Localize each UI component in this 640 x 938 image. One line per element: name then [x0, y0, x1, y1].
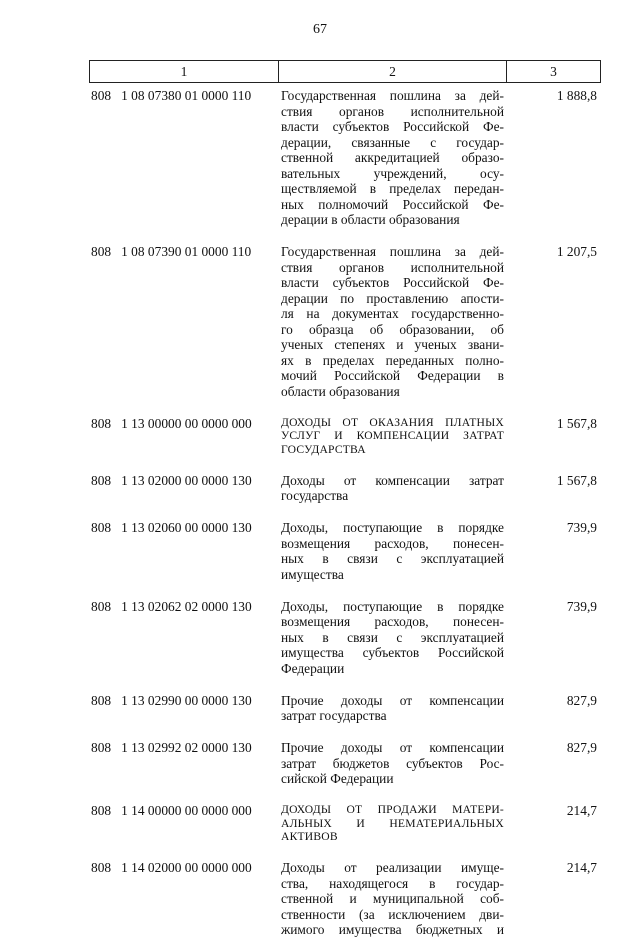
description-line: Доходы от реализации имуще-	[281, 860, 504, 875]
description-line: ствия органов исполнительной	[281, 103, 504, 119]
revenue-description	[281, 860, 504, 938]
description-line: имущества	[281, 566, 344, 582]
description-line: Государственная пошлина за дей-	[281, 244, 504, 259]
revenue-description	[281, 599, 504, 677]
classification-code: 1 08 07390 01 0000 110	[121, 244, 252, 259]
description-line: Федерации	[281, 660, 345, 676]
description-line: ях в пределах переданных полно-	[281, 352, 504, 368]
budget-code	[91, 473, 252, 489]
amount: 739,9	[566, 520, 597, 535]
admin-code: 808	[91, 803, 112, 818]
description-line: Прочие доходы от компенсации	[281, 692, 504, 708]
description-line: ствия органов исполнительной	[281, 259, 504, 275]
revenue-description	[281, 803, 504, 844]
description-line: Доходы, поступающие в порядке	[281, 520, 504, 535]
description-line: возмещения расходов, понесен-	[281, 535, 504, 551]
amount: 1 207,5	[556, 244, 597, 259]
revenue-description	[281, 740, 504, 787]
amount: 1 567,8	[556, 472, 597, 488]
classification-code: 1 13 02992 02 0000 130	[121, 740, 252, 755]
description-line: ДОХОДЫ ОТ ПРОДАЖИ МАТЕРИ-	[281, 803, 504, 816]
classification-code: 1 13 02990 00 0000 130	[121, 692, 252, 708]
classification-code: 1 13 02062 02 0000 130	[121, 598, 252, 614]
description-line: возмещения расходов, понесен-	[281, 614, 504, 629]
budget-code	[91, 520, 252, 536]
description-line: ственности (за исключением дви-	[281, 906, 504, 922]
description-line: ства, находящегося в государ-	[281, 875, 504, 891]
classification-code: 1 13 02060 00 0000 130	[121, 520, 252, 535]
revenue-description	[281, 473, 504, 504]
classification-code: 1 14 00000 00 0000 000	[121, 803, 252, 818]
classification-code: 1 14 02000 00 0000 000	[121, 860, 252, 875]
description-line: Доходы от компенсации затрат	[281, 472, 504, 488]
table-column-header	[89, 60, 601, 83]
description-line: ных в связи с эксплуатацией	[281, 629, 504, 645]
description-line: власти субъектов Российской Фе-	[281, 275, 504, 290]
revenue-description	[281, 520, 504, 582]
description-line: ля на документах государственно-	[281, 306, 504, 321]
admin-code: 808	[91, 692, 112, 708]
budget-code	[91, 88, 251, 104]
description-line: УСЛУГ И КОМПЕНСАЦИИ ЗАТРАТ	[281, 429, 504, 442]
classification-code: 1 13 00000 00 0000 000	[121, 415, 252, 431]
column-header-1: 1	[90, 61, 279, 82]
description-line: ДОХОДЫ ОТ ОКАЗАНИЯ ПЛАТНЫХ	[281, 415, 504, 429]
description-line: жимого имущества бюджетных и	[281, 922, 504, 937]
description-line: области образования	[281, 383, 400, 399]
description-line: ГОСУДАРСТВА	[281, 442, 366, 456]
budget-code	[91, 860, 252, 876]
revenue-description	[281, 416, 504, 457]
column-header-2: 2	[279, 61, 507, 82]
description-line: сийской Федерации	[281, 771, 394, 786]
description-line: АЛЬНЫХ И НЕМАТЕРИАЛЬНЫХ	[281, 816, 504, 830]
description-line: затрат государства	[281, 708, 387, 723]
description-line: Государственная пошлина за дей-	[281, 88, 504, 103]
admin-code: 808	[91, 415, 112, 431]
description-line: АКТИВОВ	[281, 830, 338, 843]
admin-code: 808	[91, 740, 112, 755]
amount: 214,7	[566, 803, 597, 818]
budget-code	[91, 693, 252, 709]
description-line: дерации в области образования	[281, 212, 460, 227]
amount: 1 888,8	[556, 88, 597, 103]
admin-code: 808	[91, 88, 112, 103]
description-line: ществляемой в пределах передан-	[281, 181, 504, 196]
admin-code: 808	[91, 598, 112, 614]
revenue-description	[281, 244, 504, 399]
admin-code: 808	[91, 472, 112, 488]
description-line: затрат бюджетов субъектов Рос-	[281, 755, 504, 771]
description-line: ственной и муниципальной соб-	[281, 891, 504, 906]
description-line: Доходы, поступающие в порядке	[281, 598, 504, 614]
admin-code: 808	[91, 520, 112, 535]
description-line: ученых степенях и ученых звани-	[281, 337, 504, 352]
budget-code	[91, 803, 252, 819]
description-line: Прочие доходы от компенсации	[281, 740, 504, 755]
classification-code: 1 13 02000 00 0000 130	[121, 472, 252, 488]
admin-code: 808	[91, 244, 112, 259]
description-line: ных полномочий Российской Фе-	[281, 196, 504, 212]
description-line: дерации по проставлению апости-	[281, 290, 504, 306]
column-header-3: 3	[550, 63, 557, 79]
description-line: государства	[281, 488, 349, 503]
classification-code: 1 08 07380 01 0000 110	[121, 88, 252, 103]
admin-code: 808	[91, 860, 112, 875]
description-line: имущества субъектов Российской	[281, 645, 504, 660]
amount: 827,9	[566, 692, 597, 708]
amount: 1 567,8	[556, 415, 597, 431]
description-line: дерации, связанные с государ-	[281, 134, 504, 150]
description-line: го образца об образовании, об	[281, 321, 504, 337]
amount: 827,9	[566, 740, 597, 755]
description-line: мочий Российской Федерации в	[281, 368, 504, 383]
budget-code	[91, 416, 252, 432]
budget-code	[91, 244, 251, 260]
amount: 214,7	[566, 860, 597, 875]
description-line: ственной аккредитацией образо-	[281, 150, 504, 165]
budget-code	[91, 599, 252, 615]
budget-code	[91, 740, 252, 756]
description-line: ных в связи с эксплуатацией	[281, 551, 504, 566]
amount: 739,9	[566, 598, 597, 614]
revenue-description	[281, 88, 504, 228]
page-number: 67	[313, 22, 327, 37]
description-line: власти субъектов Российской Фе-	[281, 119, 504, 134]
revenue-description	[281, 693, 504, 724]
description-line: вательных учреждений, осу-	[281, 165, 504, 181]
